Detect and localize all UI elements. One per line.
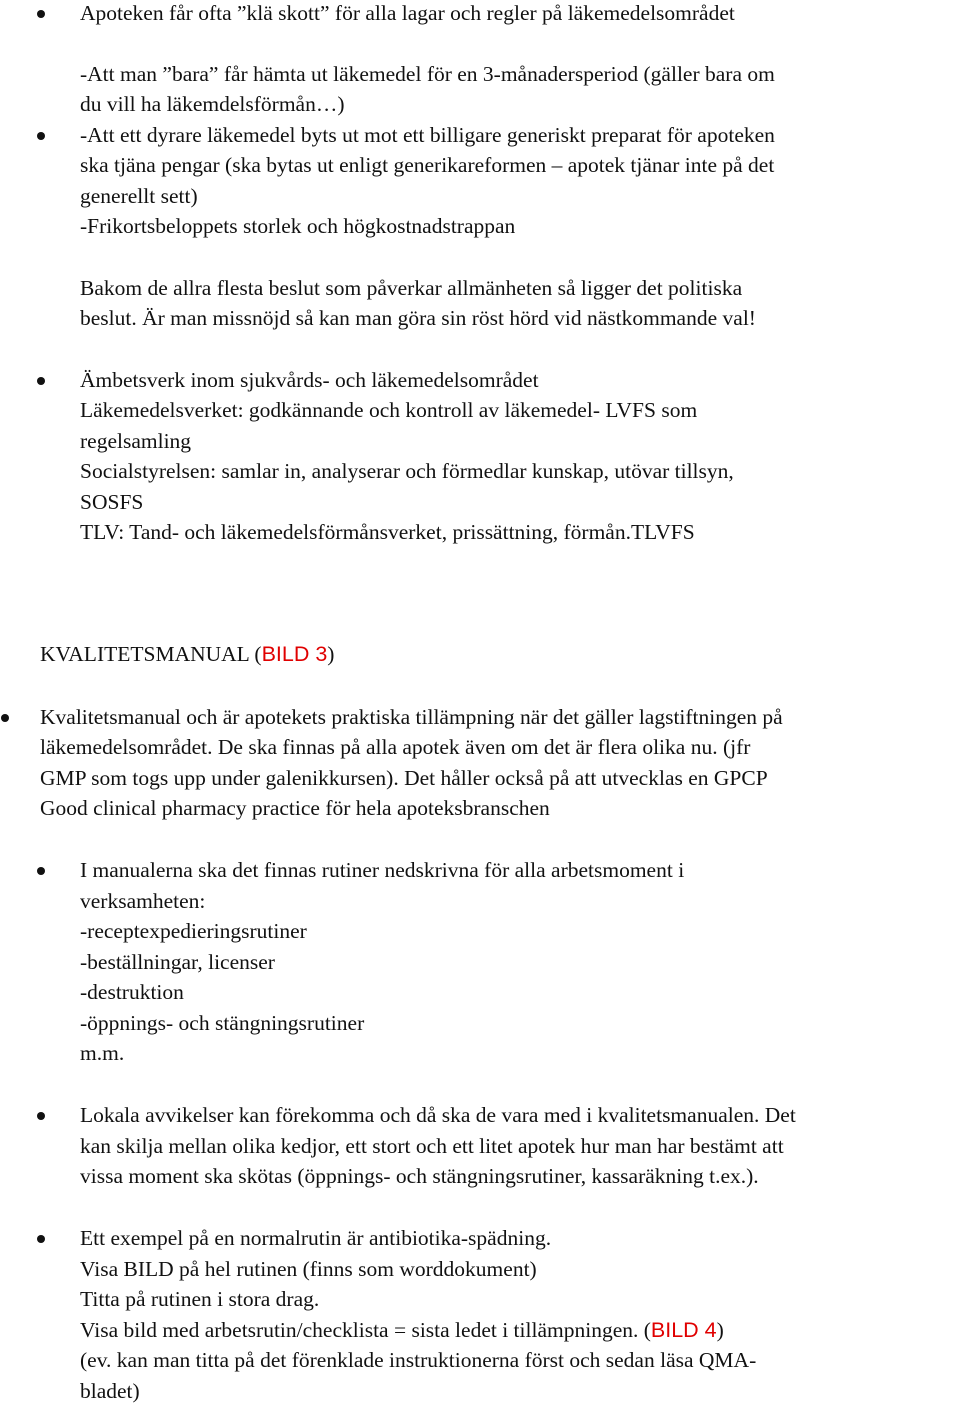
bullet-dot-icon <box>1 714 9 722</box>
paragraph-line: GMP som togs upp under galenikkursen). Det håller också på att utvecklas en GPCP <box>40 766 768 790</box>
section-heading <box>40 639 334 670</box>
bullet-dot-icon <box>37 1112 45 1120</box>
line-text: ) <box>716 1318 724 1342</box>
line-text: Visa bild med arbetsrutin/checklista = sista ledet i tillämpningen. ( <box>80 1318 651 1342</box>
paragraph-line: ska tjäna pengar (ska bytas ut enligt generikareformen – apotek tjänar inte på det <box>80 153 775 177</box>
paragraph-line: Bakom de allra flesta beslut som påverkar allmänheten så ligger det politiska <box>80 276 743 300</box>
paragraph-line: Läkemedelsverket: godkännande och kontroll av läkemedel- LVFS som <box>80 398 698 422</box>
paragraph-line: Kvalitetsmanual och är apotekets praktiska tillämpning när det gäller lagstiftningen på <box>40 705 783 729</box>
heading-text: KVALITETSMANUAL ( <box>40 642 262 666</box>
paragraph-line: -Att man ”bara” får hämta ut läkemedel för en 3-månadersperiod (gäller bara om <box>80 62 775 86</box>
paragraph-line: SOSFS <box>80 490 144 514</box>
paragraph-line: Apoteken får ofta ”klä skott” för alla lagar och regler på läkemedelsområdet <box>80 1 735 25</box>
paragraph-line: Visa BILD på hel rutinen (finns som worddokument) <box>80 1257 537 1281</box>
bullet-dot-icon <box>37 867 45 875</box>
paragraph-line: I manualerna ska det finnas rutiner nedskrivna för alla arbetsmoment i <box>80 858 685 882</box>
image-reference: BILD 3 <box>261 642 328 666</box>
heading-text: ) <box>327 642 335 666</box>
paragraph-line: du vill ha läkemdelsförmån…) <box>80 92 345 116</box>
paragraph-line: Ämbetsverk inom sjukvårds- och läkemedelsområdet <box>80 368 539 392</box>
paragraph-line: (ev. kan man titta på det förenklade instruktionerna först och sedan läsa QMA- <box>80 1348 757 1372</box>
paragraph-line: -öppnings- och stängningsrutiner <box>80 1011 365 1035</box>
bullet-dot-icon <box>37 1235 45 1243</box>
paragraph-line: regelsamling <box>80 429 192 453</box>
paragraph-line: -receptexpedieringsrutiner <box>80 919 307 943</box>
bullet-dot-icon <box>37 377 45 385</box>
paragraph-line: beslut. Är man missnöjd så kan man göra sin röst hörd vid nästkommande val! <box>80 306 756 330</box>
paragraph-line: -Frikortsbeloppets storlek och högkostnadstrappan <box>80 214 516 238</box>
paragraph-line: Titta på rutinen i stora drag. <box>80 1287 320 1311</box>
paragraph-line: Ett exempel på en normalrutin är antibiotika-spädning. <box>80 1226 552 1250</box>
paragraph-line: Lokala avvikelser kan förekomma och då ska de vara med i kvalitetsmanualen. Det <box>80 1103 796 1127</box>
paragraph-line: generellt sett) <box>80 184 198 208</box>
paragraph-line: läkemedelsområdet. De ska finnas på alla apotek även om det är flera olika nu. (jfr <box>40 735 751 759</box>
paragraph-line: m.m. <box>80 1041 125 1065</box>
paragraph-line: bladet) <box>80 1379 140 1403</box>
paragraph-line: -destruktion <box>80 980 184 1004</box>
bullet-dot-icon <box>37 132 45 140</box>
paragraph-line: vissa moment ska skötas (öppnings- och stängningsrutiner, kassaräkning t.ex.). <box>80 1164 759 1188</box>
paragraph-line: Good clinical pharmacy practice för hela apoteksbranschen <box>40 796 550 820</box>
bullet-dot-icon <box>37 10 45 18</box>
paragraph-line: Socialstyrelsen: samlar in, analyserar och förmedlar kunskap, utövar tillsyn, <box>80 459 734 483</box>
paragraph-line: -Att ett dyrare läkemedel byts ut mot ett billigare generiskt preparat för apoteken <box>80 123 775 147</box>
paragraph-line: verksamheten: <box>80 889 206 913</box>
paragraph-line <box>80 1315 724 1346</box>
paragraph-line: kan skilja mellan olika kedjor, ett stort och ett litet apotek hur man har bestämt att <box>80 1134 784 1158</box>
paragraph-line: -beställningar, licenser <box>80 950 275 974</box>
image-reference: BILD 4 <box>650 1318 717 1342</box>
paragraph-line: TLV: Tand- och läkemedelsförmånsverket, prissättning, förmån.TLVFS <box>80 520 695 544</box>
